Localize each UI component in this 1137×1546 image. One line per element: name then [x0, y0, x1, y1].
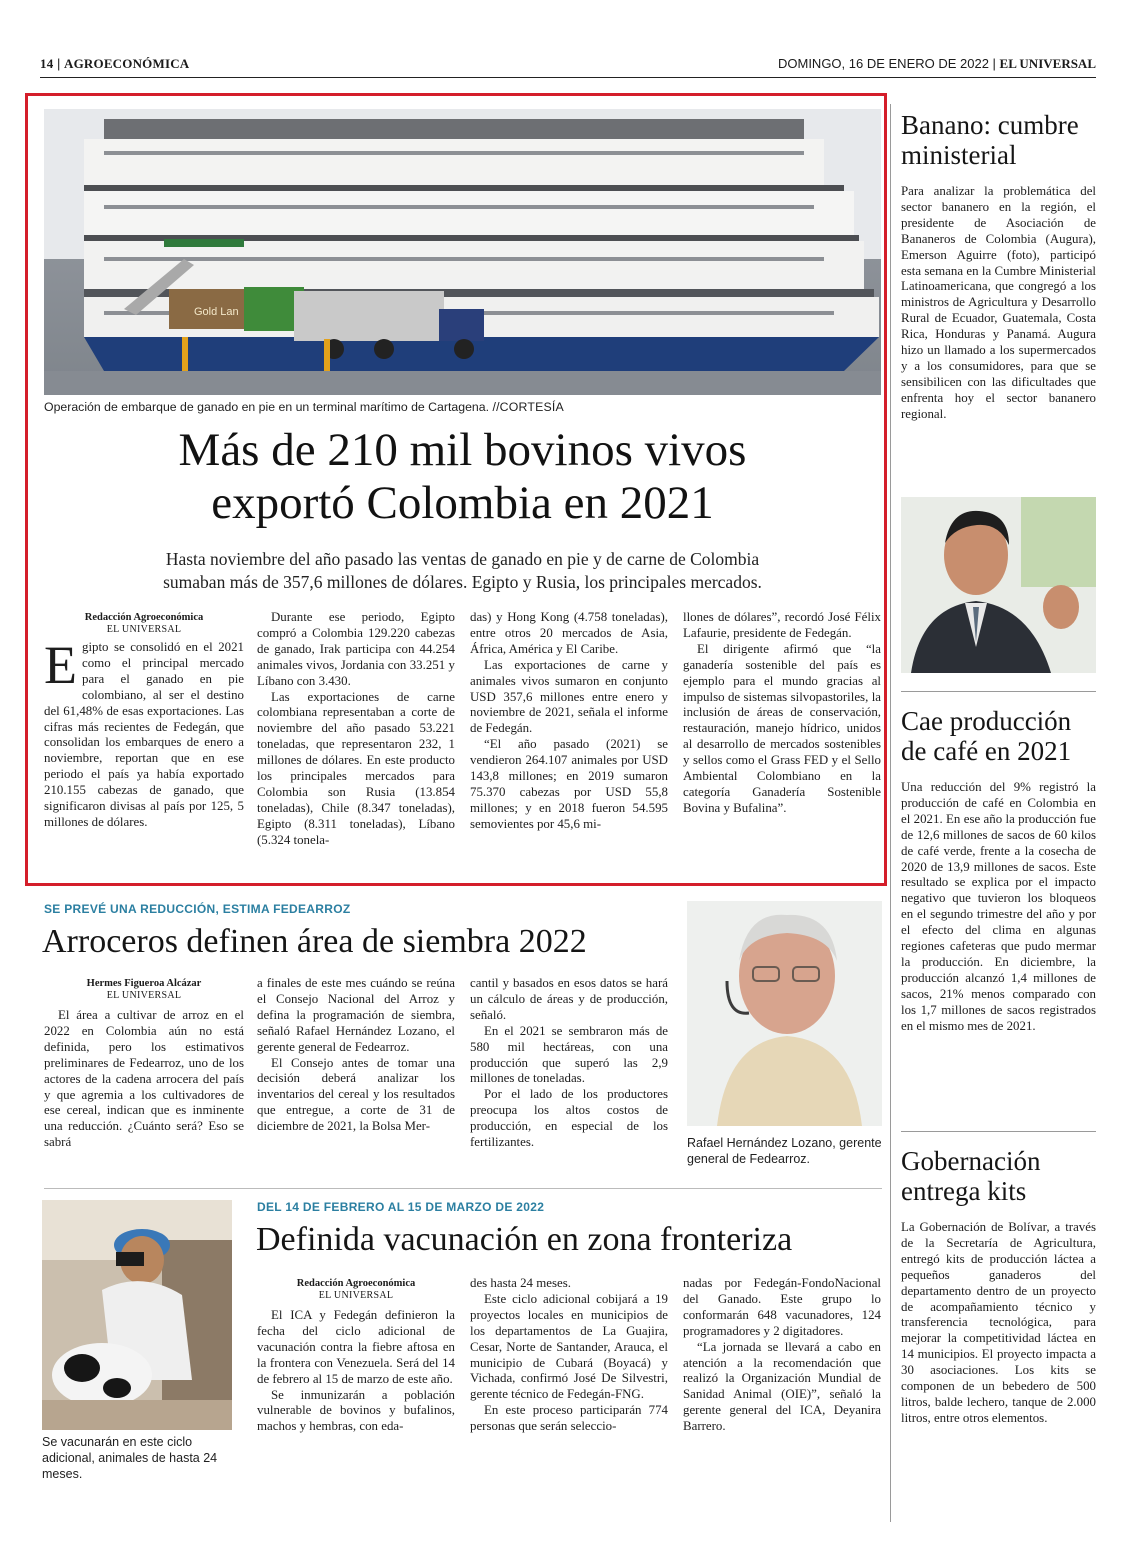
paragraph: El dirigente afirmó que “la ganadería sostenible del país es ejemplo para el mundo gracias al impulso de sistemas silvopastoriles, la inclusión de áreas de conservación, restauración, manejo hídrico, unidos al desarrollo de mercados sostenibles y sellos como el Grass FED y el Sello Ambiental Colombiano en la categoría Ganadería Sostenible Bovina y Bufalina”. [683, 641, 881, 815]
emerson-aguirre-photo [901, 497, 1096, 673]
kits-text: La Gobernación de Bolívar, a través de la Secretaría de Agricultura, entregó kits de producción láctea a pequeños ganaderos del departamento dentro de un proyecto de acompañamiento técnico y transferencia tecnológica, para mejorar la competitividad láctea en 14 municipios. El proyecto impacta a 30 asociaciones. Los kits se componen de un bebedero de 500 litros, balde lechero, tanque de 2.000 litros, entre otros elementos. [901, 1220, 1096, 1425]
cattle-ship-photo [44, 109, 881, 395]
section-name: AGROECONÓMICA [64, 56, 190, 71]
vaccine-column-1 [257, 1308, 455, 1435]
kits-headline: Gobernación entrega kits [901, 1146, 1041, 1206]
vaccine-headline: Definida vacunación en zona fronteriza [256, 1221, 793, 1258]
byline-name: Redacción Agroeconómica [296, 1278, 416, 1289]
headline-line-1: Más de 210 mil bovinos vivos [178, 424, 747, 476]
header-right: DOMINGO, 16 DE ENERO DE 2022 | EL UNIVERSAL [777, 56, 1096, 71]
truck-sign-text: Gold Lan [194, 306, 239, 318]
vaccine-kicker: DEL 14 DE FEBRERO AL 15 DE MARZO DE 2022 [257, 1200, 545, 1214]
sidebar-rule [890, 104, 891, 1522]
header-rule [40, 77, 1096, 78]
ship-photo-caption [44, 399, 884, 415]
banana-headline: Banano: cumbre ministerial [901, 110, 1079, 170]
paragraph: a finales de este mes cuándo se reúna el Consejo Nacional del Arroz y defina la programación de siembra, señaló Rafael Hernández Lozano, el gerente general de Fedearroz. [257, 976, 455, 1054]
page-header [40, 54, 1096, 74]
photo-credit: //CORTESÍA [492, 400, 564, 414]
paragraph: llones de dólares”, recordó José Félix Lafaurie, presidente de Fedegán. [683, 610, 881, 640]
headline-line-2: exportó Colombia en 2021 [211, 477, 714, 529]
page-number: 14 [40, 56, 54, 71]
vaccination-photo-caption: Se vacunarán en este ciclo adicional, animales de hasta 24 meses. [42, 1435, 218, 1481]
byline-org: EL UNIVERSAL [106, 990, 182, 1001]
rice-column-1 [44, 1008, 244, 1151]
sidebar-divider [901, 691, 1096, 692]
paragraph: Este ciclo adicional cobijará a 19 proyectos locales en municipios de los departamentos de La Guajira, Cesar, Norte de Santander, Arauca, el municipio de Cubará (Boyacá) y Vichada, confirmó José De Silvestri, gerente técnico de Fedegán-FNG. [470, 1291, 668, 1402]
main-byline [44, 612, 244, 636]
issue-date: DOMINGO, 16 DE ENERO DE 2022 [777, 56, 989, 71]
portrait-illustration [901, 497, 1096, 673]
paragraph [44, 635, 244, 831]
paragraph: El área a cultivar de arroz en el 2022 en Colombia aún no está definida, pero los estimativos preliminares de Fedearroz, uno de los actores de la cadena arrocera del país y que agremia a los cultivadores de ese cereal, indican que es inminente una reducción. ¿Cuánto será? Eso se sabrá [44, 1008, 244, 1150]
paragraph: des hasta 24 meses. [470, 1276, 571, 1290]
vaccine-byline [257, 1278, 455, 1302]
paragraph: das) y Hong Kong (4.758 toneladas), entre otros 20 mercados de Asia, África, América y El Caribe. [470, 610, 668, 656]
rice-byline [44, 978, 244, 1002]
deck-line-2: sumaban más de 357,6 millones de dólares. Egipto y Rusia, los principales mercados. [163, 572, 762, 592]
coffee-text: Una reducción del 9% registró la producción de café en Colombia en el 2021. En ese año la producción fue de 12,6 millones de sacos de 60 kilos de café verde, frente a la cosecha de 2020 de 13,9 millones de sacos. Este resultado se explica por el impacto negativo que tuvieron los bloqueos en el segundo trimestre del año y por el efecto del clima en algunas regiones cafeteras que pudo mermar la producción. En diciembre, la producción alcanzó 1,4 millones de sacos, 21% menos comparado con los 1,7 millones de sacos registrados en el mismo mes de 2021. [901, 780, 1096, 1033]
vaccine-column-2 [470, 1276, 668, 1435]
vaccination-photo [42, 1200, 232, 1430]
paragraph: Se inmunizarán a población vulnerable de bovinos y bufalinos, machos y hembras, con eda- [257, 1387, 455, 1434]
banana-text: Para analizar la problemática del sector bananero en la región, el presidente de Asociación de Bananeros de Colombia (Augura), Emerson Aguirre (foto), participó esta semana en la Cumbre Ministerial Latinoamericana, que congregó a los ministros de Agricultura y Desarrollo Rural de Ecuador, Guatemala, Costa Rica, Honduras y Panamá. Augura hizo un llamado a los supermercados y a los consumidores, para que se sensibilicen con las dificultades que enfrenta hoy el sector bananero regional. [901, 184, 1096, 421]
paragraph: “El año pasado (2021) se vendieron 264.107 animales por USD 143,8 millones; en 2019 sumaron 75.370 cabezas por USD 55,8 millones; y en 2018 fueron 54.595 semovientes por 45,6 mi- [470, 737, 668, 831]
rice-column-2 [257, 976, 455, 1135]
deck-line-1: Hasta noviembre del año pasado las ventas de ganado en pie y de carne de Colombia [165, 549, 760, 569]
coffee-headline: Cae producción de café en 2021 [901, 706, 1072, 766]
paragraph: Durante ese periodo, Egipto compró a Colombia 129.220 cabezas de ganado, Irak participa con 44.254 animales vivos, Jordania con 33.251 y Líbano con 3.430. [257, 610, 455, 688]
paragraph: Por el lado de los productores preocupa los altos costos de producción, en especial de los fertilizantes. [470, 1087, 668, 1150]
rice-kicker: SE PREVÉ UNA REDUCCIÓN, ESTIMA FEDEARROZ [44, 902, 351, 916]
section-divider [44, 1188, 882, 1189]
drop-cap: E [44, 635, 77, 695]
vaccination-illustration [42, 1200, 232, 1430]
paragraph: El Consejo antes de tomar una decisión deberá analizar los inventarios del cereal y los resultados que entregue, a corte de 31 de diciembre de 2021, la Bolsa Mer- [257, 1055, 455, 1134]
newspaper-name: EL UNIVERSAL [999, 56, 1096, 71]
paragraph: En el 2021 se sembraron más de 580 mil hectáreas, con una producción que superó las 2,9 millones de toneladas. [470, 1023, 668, 1086]
rice-headline: Arroceros definen área de siembra 2022 [42, 923, 587, 960]
main-column-2 [257, 610, 455, 849]
paragraph: nadas por Fedegán-FondoNacional del Ganado. Este grupo lo conformarán 648 vacunadores, 124 programadores y 2 digitadores. [683, 1276, 881, 1338]
main-column-1 [44, 635, 244, 831]
cattle-ship-illustration [44, 109, 881, 395]
paragraph: Las exportaciones de carne colombiana representaban a corte de noviembre del año pasado 53.221 toneladas, que representaron 232, 1 millones de dólares. En este producto los principales mercados para Colombia son Rusia (13.854 toneladas), Chile (8.347 toneladas), Egipto (8.311 toneladas), Líbano (5.324 tonela- [257, 689, 455, 847]
rice-column-3 [470, 976, 668, 1151]
paragraph: cantil y basados en esos datos se hará un cálculo de áreas y de producción, señaló. [470, 976, 668, 1022]
header-left: 14 | AGROECONÓMICA [40, 56, 190, 71]
byline-org: EL UNIVERSAL [318, 1290, 394, 1301]
byline-org: EL UNIVERSAL [106, 624, 182, 635]
paragraph-text: gipto se consolidó en el 2021 como el principal mercado para el ganado en pie colombiano, al ser el destino del 61,48% de esas exportaciones. Las cifras más recientes de Fedegán, que consolidan los embarques de enero a noviembre, reportan que en ese periodo el país ya había exportado 210.155 cabezas de ganado, que significaron divisas al país por 125, 5 millones de dólares. [44, 640, 244, 829]
main-column-3 [470, 610, 668, 833]
sidebar-divider [901, 1131, 1096, 1132]
paragraph: “La jornada se llevará a cabo en atención a la recomendación que realizó la Organización Mundial de Sanidad Animal (OIE)”, señaló la gerente general del ICA, Deyanira Barrero. [683, 1339, 881, 1434]
main-deck [44, 548, 881, 594]
rafael-photo-caption: Rafael Hernández Lozano, gerente general de Fedearroz. [687, 1136, 882, 1166]
paragraph: Las exportaciones de carne y animales vivos sumaron en conjunto USD 357,6 millones entre enero y noviembre de 2021, señala el informe de Fedegán. [470, 657, 668, 736]
main-headline [44, 424, 881, 530]
paragraph: El ICA y Fedegán definieron la fecha del ciclo adicional de vacunación contra la fiebre aftosa en la frontera con Venezuela. Será del 14 de febrero al 15 de marzo de este año. [257, 1308, 455, 1386]
byline-name: Hermes Figueroa Alcázar [86, 978, 202, 989]
portrait-illustration [687, 901, 882, 1126]
paragraph: En este proceso participarán 774 personas que serán seleccio- [470, 1403, 668, 1434]
caption-text: Operación de embarque de ganado en pie en un terminal marítimo de Cartagena. [44, 400, 490, 414]
vaccine-column-3 [683, 1276, 881, 1435]
rafael-hernandez-photo [687, 901, 882, 1126]
byline-name: Redacción Agroeconómica [84, 612, 204, 623]
main-column-4 [683, 610, 881, 817]
